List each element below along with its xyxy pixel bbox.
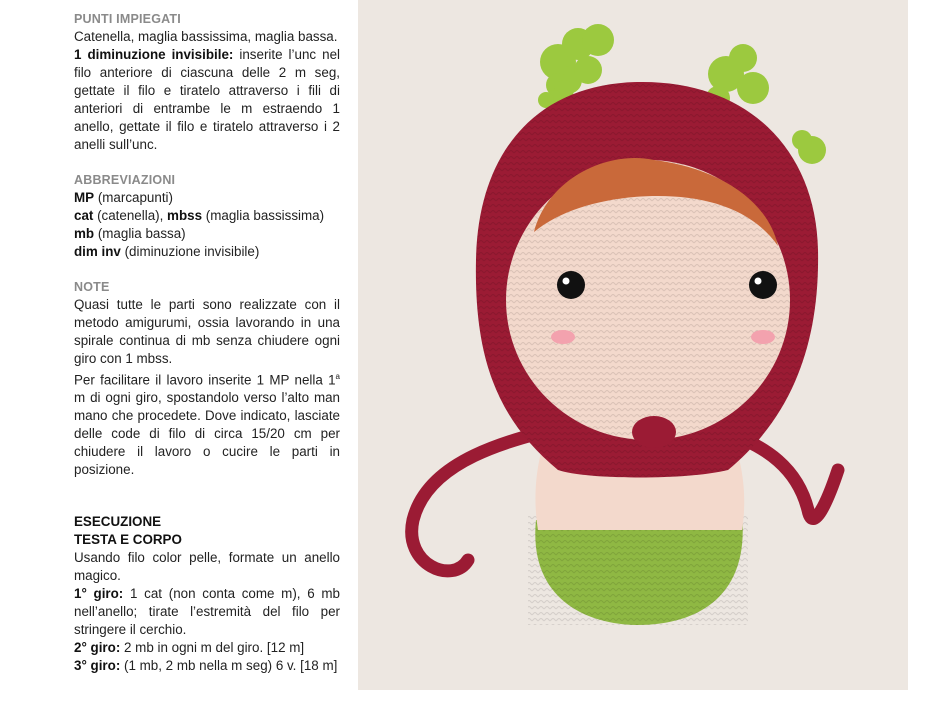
abbr-mp-desc: (marcapunti) <box>94 190 173 205</box>
pattern-text-column <box>74 10 340 675</box>
abbr-cat-desc: (catenella), <box>93 208 168 223</box>
abbr-cat-term: cat <box>74 208 94 223</box>
crochet-doll-illustration <box>358 0 908 690</box>
abbr-mbss-desc: (maglia bassissima) <box>202 208 325 223</box>
note-para-2-sup: a <box>335 372 340 381</box>
abbr-diminv-desc: (diminuzione invisibile) <box>120 244 260 259</box>
giro-2-label: 2° giro: <box>74 640 121 656</box>
abbr-mb-term: mb <box>74 226 95 241</box>
giro-2-text: 2 mb in ogni m del giro. [12 m] <box>120 640 305 656</box>
dim-term: 1 diminuzione invisibile: <box>74 47 234 62</box>
dim-desc: inserite l’unc nel filo anteriore di ciascuna delle 2 m seg, gettate il filo e tiratelo attraverso i fili di anteriori di entrambe le m estraendo 1 anello, gettate il filo e tiratelo attraverso i 2 anelli sull’unc. <box>74 47 340 152</box>
crochet-doll-photo <box>358 0 908 690</box>
note-para-1: Quasi tutte le parti sono realizzate con il metodo amigurumi, ossia lavorando in una spirale continua di mb senza chiudere ogni giro con 1 mbss. <box>74 297 340 366</box>
hood-knot <box>632 416 676 448</box>
abbr-mbss-term: mbss <box>167 208 203 223</box>
abbr-mp <box>74 189 340 207</box>
abbr-mp-term: MP <box>74 190 95 205</box>
giro-3 <box>74 657 340 675</box>
giro-1-label: 1° giro: <box>74 586 124 602</box>
abbr-mb <box>74 225 340 243</box>
abbr-cat-mbss <box>74 207 340 225</box>
section-heading-note: NOTE <box>74 280 110 294</box>
giro-3-label: 3° giro: <box>74 658 121 674</box>
note-para-2-a: Per facilitare il lavoro inserite 1 MP nella 1 <box>74 372 336 388</box>
abbr-diminv <box>74 243 340 261</box>
note-para-2 <box>74 368 340 479</box>
subheading-testa-corpo: TESTA E CORPO <box>74 532 182 548</box>
giro-2 <box>74 639 340 657</box>
section-heading-punti: PUNTI IMPIEGATI <box>74 12 181 26</box>
punti-dim-invisibile <box>74 46 340 154</box>
abbr-mb-desc: (maglia bassa) <box>94 226 186 241</box>
abbr-diminv-term: dim inv <box>74 244 121 259</box>
section-heading-abbreviazioni: ABBREVIAZIONI <box>74 173 176 187</box>
giro-3-text: (1 mb, 2 mb nella m seg) 6 v. [18 m] <box>120 658 338 674</box>
giro-1 <box>74 585 340 639</box>
section-heading-esecuzione: ESECUZIONE <box>74 514 162 530</box>
punti-intro: Catenella, maglia bassissima, maglia bassa. <box>74 29 338 44</box>
esecuzione-intro: Usando filo color pelle, formate un anello magico. <box>74 550 340 584</box>
giro-1-text: 1 cat (non conta come m), 6 mb nell’anello; tirate l’estremità del filo per stringere il cerchio. <box>74 586 340 638</box>
note-para-2-b: m di ogni giro, spostandolo verso l’alto man mano che procedete. Dove indicato, lasciate delle code di filo di circa 15/20 cm per chiudere il lavoro o cucire le parti in posizione. <box>74 390 340 478</box>
